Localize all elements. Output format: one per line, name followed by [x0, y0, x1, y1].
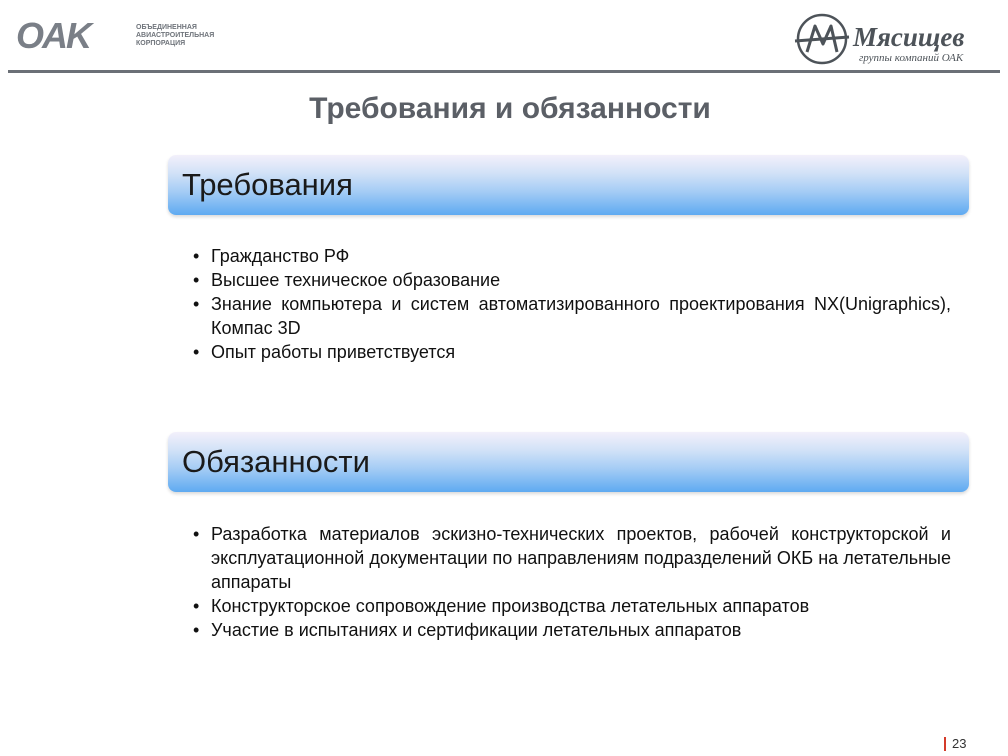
requirements-heading: Требования — [182, 167, 353, 202]
myasishchev-logo-name: Мясищев — [853, 22, 965, 52]
myasishchev-logo-subtitle: группы компаний ОАК — [859, 52, 964, 64]
list-item: • Знание компьютера и систем автоматизированного проектирования NX(Unigraphics), Компас 3D — [193, 292, 951, 340]
myasishchev-logo — [793, 8, 993, 68]
requirements-heading-band — [168, 155, 969, 215]
header-divider — [8, 70, 1000, 73]
list-item: • Высшее техническое образование — [193, 268, 951, 292]
list-item: • Конструкторское сопровождение производства летательных аппаратов — [193, 594, 951, 618]
uac-logo-text — [136, 24, 226, 48]
slide-header — [0, 0, 1008, 74]
uac-logo-line: ОБЪЕДИНЕННАЯ — [136, 24, 197, 31]
slide-title: Требования и обязанности — [309, 92, 711, 125]
myasishchev-emblem-icon — [793, 10, 851, 68]
requirements-list — [193, 244, 951, 364]
duties-list — [193, 522, 951, 642]
duties-heading: Обязанности — [182, 444, 370, 479]
list-item: • Участие в испытаниях и сертификации летательных аппаратов — [193, 618, 951, 642]
uac-logo — [16, 16, 216, 56]
uac-logo-mark: OAK — [16, 15, 90, 56]
uac-logo-line: КОРПОРАЦИЯ — [136, 40, 186, 47]
list-item: • Разработка материалов эскизно-технических проектов, рабочей конструкторской и эксплуатационной документации по направлениям подразделений ОКБ на летательные аппараты — [193, 522, 951, 594]
duties-heading-band — [168, 432, 969, 492]
page-number: 23 — [944, 737, 966, 751]
list-item: • Опыт работы приветствуется — [193, 340, 951, 364]
uac-logo-line: АВИАСТРОИТЕЛЬНАЯ — [136, 32, 215, 39]
list-item: • Гражданство РФ — [193, 244, 951, 268]
